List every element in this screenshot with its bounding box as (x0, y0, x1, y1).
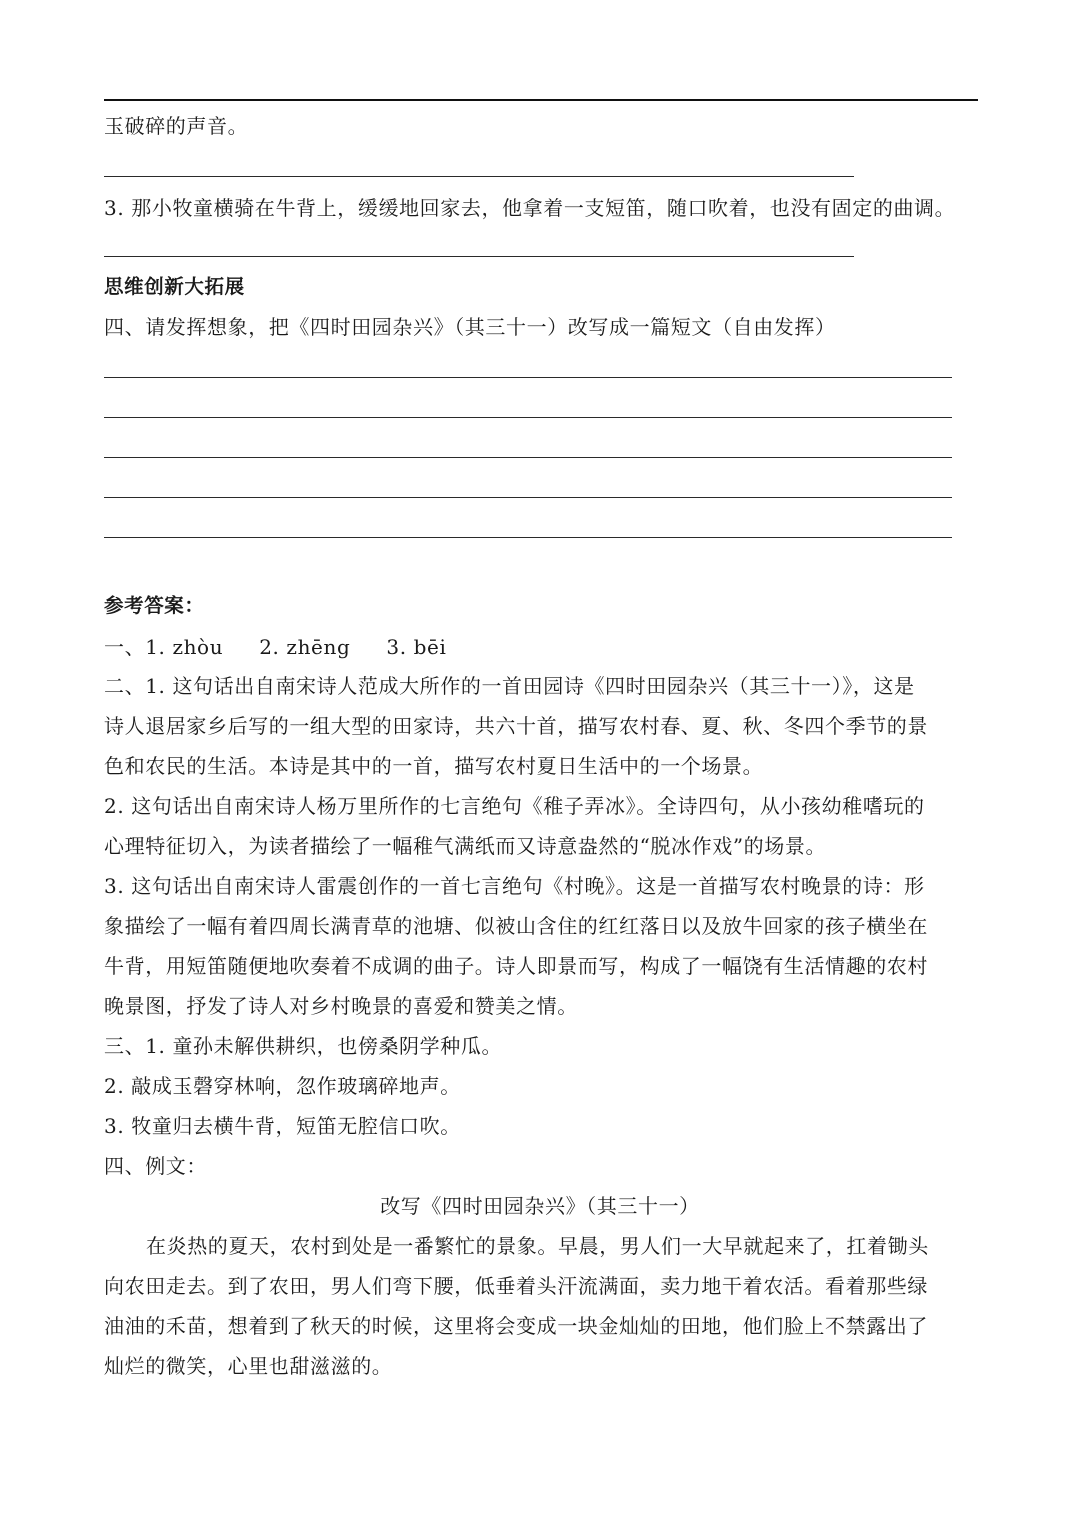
part2-line: 象描绘了一幅有着四周长满青草的池塘、似被山含住的红红落日以及放牛回家的孩子横坐在 (104, 914, 928, 938)
q4-prompt: 四、请发挥想象，把《四时田园杂兴》（其三十一）改写成一篇短文（自由发挥） (104, 315, 836, 339)
answers-part1 (104, 627, 446, 667)
part2-line: 诗人退居家乡后写的一组大型的田家诗，共六十首，描写农村春、夏、秋、冬四个季节的景 (104, 714, 928, 738)
part3-line: 3. 牧童归去横牛背，短笛无腔信口吹。 (104, 1114, 461, 1138)
essay-line: 油油的禾苗，想着到了秋天的时候，这里将会变成一块金灿灿的田地，他们脸上不禁露出了 (104, 1314, 928, 1338)
essay-title: 改写《四时田园杂兴》（其三十一） (380, 1194, 700, 1218)
part1-answer-2: 2. zhēng (259, 635, 351, 659)
part3-line: 三、1. 童孙未解供耕织，也傍桑阴学种瓜。 (104, 1034, 503, 1058)
q3-text: 3. 那小牧童横骑在牛背上，缓缓地回家去，他拿着一支短笛，随口吹着，也没有固定的曲调。 (104, 196, 956, 220)
answers-heading: 参考答案： (104, 594, 205, 617)
extension-heading: 思维创新大拓展 (104, 275, 245, 298)
part2-line: 二、1. 这句话出自南宋诗人范成大所作的一首田园诗《四时田园杂兴（其三十一）》，这是 (104, 674, 915, 698)
writing-line (104, 537, 952, 538)
part2-line: 晚景图，抒发了诗人对乡村晚景的喜爱和赞美之情。 (104, 994, 578, 1018)
part2-line: 色和农民的生活。本诗是其中的一首，描写农村夏日生活中的一个场景。 (104, 754, 764, 778)
part2-line: 3. 这句话出自南宋诗人雷震创作的一首七言绝句《村晚》。这是一首描写农村晚景的诗：形 (104, 874, 925, 898)
essay-line: 灿烂的微笑，心里也甜滋滋的。 (104, 1354, 393, 1378)
q3-answer-line (104, 256, 854, 257)
writing-line (104, 497, 952, 498)
writing-line (104, 417, 952, 418)
part4-label: 四、例文： (104, 1154, 207, 1178)
q2-answer-tail: 玉破碎的声音。 (104, 114, 249, 138)
essay-line: 向农田走去。到了农田，男人们弯下腰，低垂着头汗流满面，卖力地干着农活。看着那些绿 (104, 1274, 928, 1298)
top-rule (104, 99, 978, 101)
q2-answer-line (104, 176, 854, 177)
part1-answer-1: 一、1. zhòu (104, 635, 224, 659)
part1-answer-3: 3. bēi (386, 635, 447, 659)
part2-line: 心理特征切入，为读者描绘了一幅稚气满纸而又诗意盎然的“脱冰作戏”的场景。 (104, 834, 827, 858)
part3-line: 2. 敲成玉磬穿林响，忽作玻璃碎地声。 (104, 1074, 461, 1098)
writing-line (104, 457, 952, 458)
part2-line: 牛背，用短笛随便地吹奏着不成调的曲子。诗人即景而写，构成了一幅饶有生活情趣的农村 (104, 954, 928, 978)
part2-line: 2. 这句话出自南宋诗人杨万里所作的七言绝句《稚子弄冰》。全诗四句，从小孩幼稚嗜玩的 (104, 794, 925, 818)
writing-line (104, 377, 952, 378)
essay-line: 在炎热的夏天，农村到处是一番繁忙的景象。早晨，男人们一大早就起来了，扛着锄头 (146, 1234, 929, 1258)
